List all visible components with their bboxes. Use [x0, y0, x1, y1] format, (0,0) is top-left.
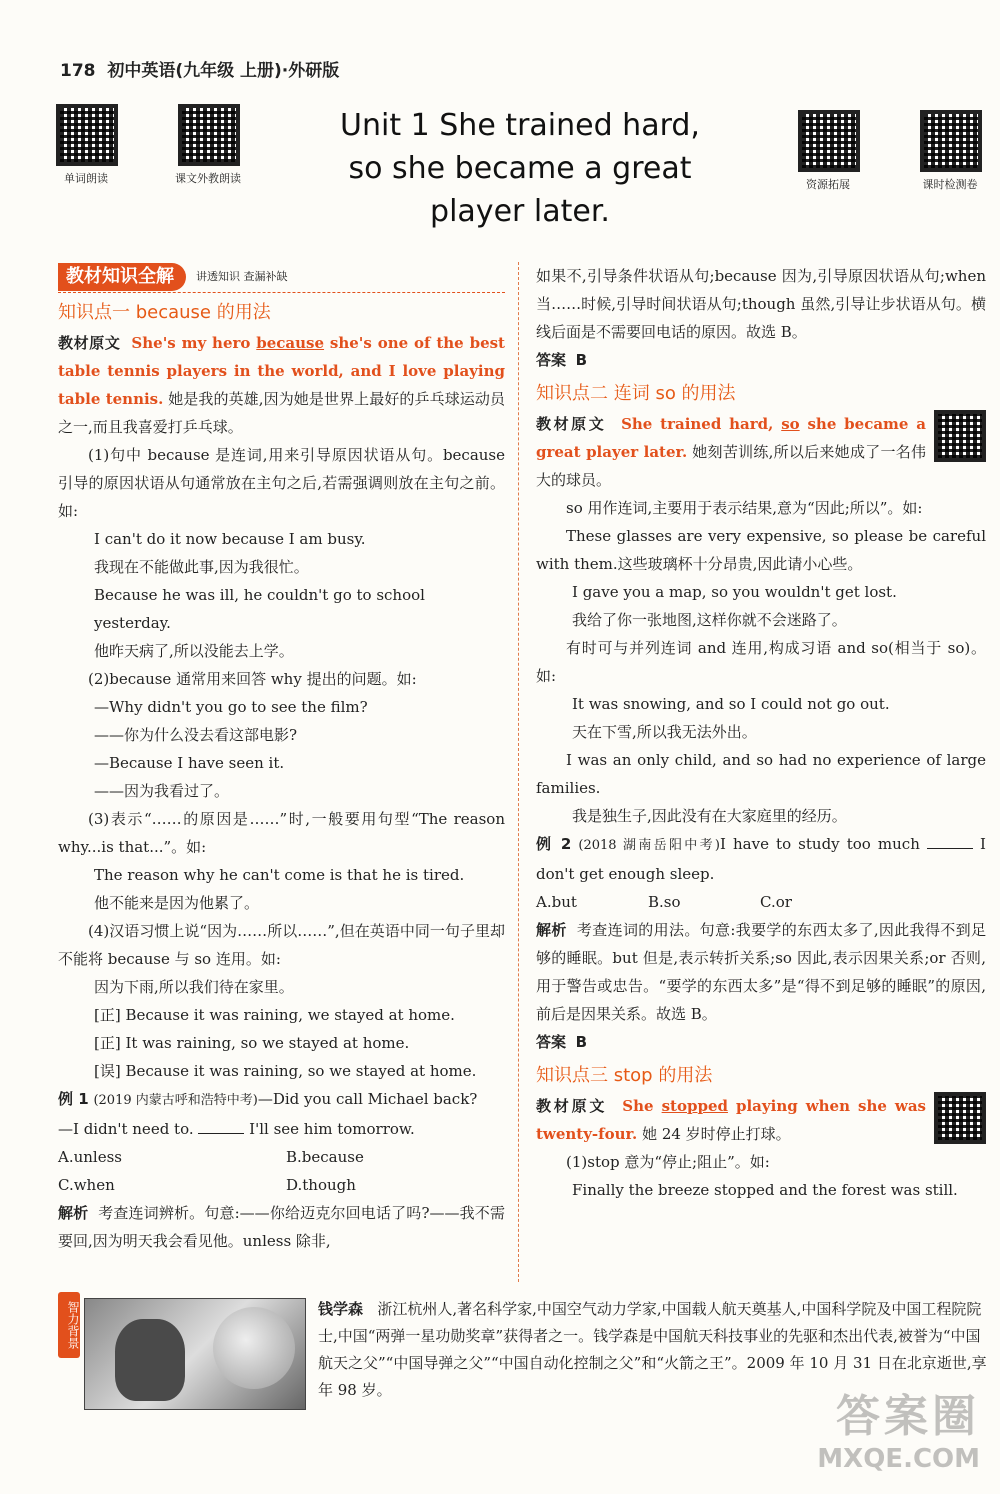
paragraph: (1)句中 because 是连词,用来引导原因状语从句。because 引导的原因状语从句通常放在主句之后,若需强调则放在主句之前。如: [58, 446, 505, 520]
answer-2: 答案 B [536, 1033, 587, 1051]
answer-blank [927, 848, 973, 849]
unit-title-line1: Unit 1 She trained hard, [340, 108, 700, 143]
dialog-cn: ——因为我看过了。 [94, 782, 230, 800]
section-banner [58, 262, 505, 293]
option-c: C.when [58, 1176, 115, 1194]
qr-label: 课文外教朗读 [175, 172, 241, 185]
knowledge-point-2: 知识点二 连词 so 的用法 [536, 383, 736, 404]
answer-blank [198, 1133, 244, 1134]
right-column [536, 262, 986, 1204]
example-cn: 我现在不能做此事,因为我很忙。 [94, 558, 309, 576]
qr-test[interactable] [920, 110, 1000, 192]
paragraph: 有时可与并列连词 and 连用,构成习语 and so(相当于 so)。如: [536, 639, 986, 685]
original-text: 教材原文 She trained hard, so she became a great player later. 她刻苦训练,所以后来她成了一名伟大的球员。 [536, 415, 926, 489]
dialog: —Because I have seen it. [94, 754, 285, 772]
unit-title-line2: so she became a great [348, 151, 692, 186]
knowledge-point-1: 知识点一 because 的用法 [58, 302, 271, 323]
qr-code-icon [920, 110, 982, 172]
example-cn: 我给了你一张地图,这样你就不会迷路了。 [572, 611, 847, 629]
example-cn: 他昨天病了,所以没能去上学。 [94, 642, 294, 660]
answer-1: 答案 B [536, 351, 587, 369]
dialog-cn: ——你为什么没去看这部电影? [94, 726, 298, 744]
qr-code-icon [798, 110, 860, 172]
example: These glasses are very expensive, so please be careful with them.这些玻璃杯十分昂贵,因此请小心些。 [536, 527, 986, 573]
example: I was an only child, and so had no experience of large families. [536, 751, 986, 797]
unit-title [320, 104, 720, 233]
option-b: B.so [648, 893, 681, 911]
qr-label: 资源拓展 [806, 178, 850, 191]
option-b: B.because [286, 1148, 364, 1166]
moon-image [213, 1307, 295, 1389]
example-cn: 他不能来是因为他累了。 [94, 894, 260, 912]
book-title: 初中英语(九年级 上册)·外研版 [107, 61, 340, 81]
paragraph: (3)表示“……的原因是……”时,一般要用句型“The reason why...is that...”。如: [58, 810, 505, 856]
portrait-image [84, 1298, 306, 1410]
example: It was snowing, and so I could not go out. [572, 695, 890, 713]
exercise-1-answer-line: —I didn't need to. I'll see him tomorrow. [58, 1120, 415, 1138]
watermark-text: 答案圈 [836, 1391, 980, 1442]
paragraph: (1)stop 意为“停止;阻止”。如: [566, 1153, 770, 1171]
options-row [536, 888, 986, 916]
exercise-1: 例 1 (2019 内蒙古呼和浩特中考)—Did you call Michael back? [58, 1090, 478, 1108]
qr-code-icon [178, 104, 240, 166]
option-d: D.though [286, 1176, 356, 1194]
option-a: A.but [536, 893, 577, 911]
paragraph: so 用作连词,主要用于表示结果,意为“因此;所以”。如: [566, 499, 923, 517]
qr-label: 课时检测卷 [922, 178, 978, 191]
example: I gave you a map, so you wouldn't get lost. [572, 583, 897, 601]
biography-text: 钱学森 浙江杭州人,著名科学家,中国空气动力学家,中国载人航天奠基人,中国科学院及中国工程院院士,中国“两弹一星功勋奖章”获得者之一。钱学森是中国航天科技事业的先驱和杰出代表,被誉为“中国航天之父”“中国导弹之父”“中国自动化控制之父”和“火箭之王”。2009 年 10 月 31 日在北京逝世,享年 98 岁。 [318, 1300, 987, 1399]
watermark [817, 1380, 980, 1474]
paragraph: (4)汉语习惯上说“因为……所以……”,但在英语中同一句子里却不能将 because 与 so 连用。如: [58, 922, 505, 968]
qr-resources[interactable] [798, 110, 878, 192]
portrait-head [115, 1319, 185, 1401]
background-badge: 智力背景 [58, 1292, 80, 1358]
banner-tag: 讲透知识 查漏补缺 [196, 270, 288, 283]
example-cn: 天在下雪,所以我无法外出。 [572, 723, 757, 741]
original-text: 教材原文 She stopped playing when she was twenty-four. 她 24 岁时停止打球。 [536, 1097, 926, 1143]
watermark-url: MXQE.COM [817, 1444, 980, 1474]
original-text: 教材原文 She's my hero because she's one of the best table tennis players in the world, and I love playing table tennis. 她是我的英雄,因为她是世界上最好的乒乓球运动员之一,而且我喜爱打乒乓球。 [58, 334, 505, 436]
correct-example: [正] It was raining, so we stayed at home. [94, 1034, 410, 1052]
unit-title-line3: player later. [430, 194, 610, 229]
example-cn: 因为下雨,所以我们待在家里。 [94, 978, 294, 996]
options-row [58, 1143, 505, 1171]
knowledge-point-3: 知识点三 stop 的用法 [536, 1065, 713, 1086]
page-header [60, 56, 339, 81]
wrong-example: [误] Because it was raining, so we stayed at home. [94, 1062, 477, 1080]
example: Finally the breeze stopped and the forest was still. [572, 1181, 958, 1199]
correct-example: [正] Because it was raining, we stayed at home. [94, 1006, 455, 1024]
qr-word-reading[interactable] [54, 104, 136, 186]
option-c: C.or [760, 893, 792, 911]
example-cn: 我是独生子,因此没有在大家庭里的经历。 [572, 807, 847, 825]
analysis: 解析 考查连词的用法。句意:我要学的东西太多了,因此我得不到足够的睡眠。but 但是,表示转折关系;so 因此,表示因果关系;or 否则,用于警告或忠告。“要学的东西太多”是“得不到足够的睡眠”的原因,前后是因果关系。故选 B。 [536, 921, 986, 1023]
option-a: A.unless [58, 1148, 122, 1166]
example: The reason why he can't come is that he is tired. [94, 866, 465, 884]
options-row [58, 1171, 505, 1199]
left-column [58, 262, 505, 1255]
analysis: 解析 考查连词辨析。句意:——你给迈克尔回电话了吗?——我不需要回,因为明天我会看见他。unless 除非, [58, 1204, 505, 1250]
banner-title: 教材知识全解 [58, 263, 186, 291]
column-divider [518, 262, 519, 1282]
person-name: 钱学森 [318, 1300, 364, 1318]
dialog: —Why didn't you go to see the film? [94, 698, 368, 716]
qr-code-icon[interactable] [934, 1092, 986, 1144]
analysis-continued: 如果不,引导条件状语从句;because 因为,引导原因状语从句;when 当……时候,引导时间状语从句;though 虽然,引导让步状语从句。横线后面是不需要回电话的原因。故选 B。 [536, 267, 986, 341]
qr-label: 单词朗读 [64, 172, 108, 185]
qr-code-icon [56, 104, 118, 166]
paragraph: (2)because 通常用来回答 why 提出的问题。如: [88, 670, 417, 688]
page-number: 178 [60, 61, 96, 81]
example: I can't do it now because I am busy. [94, 530, 366, 548]
example: Because he was ill, he couldn't go to school yesterday. [94, 586, 425, 632]
qr-code-icon[interactable] [934, 410, 986, 462]
qr-text-reading[interactable] [175, 104, 258, 186]
exercise-2: 例 2 (2018 湖南岳阳中考)I have to study too much I don't get enough sleep. [536, 835, 986, 883]
